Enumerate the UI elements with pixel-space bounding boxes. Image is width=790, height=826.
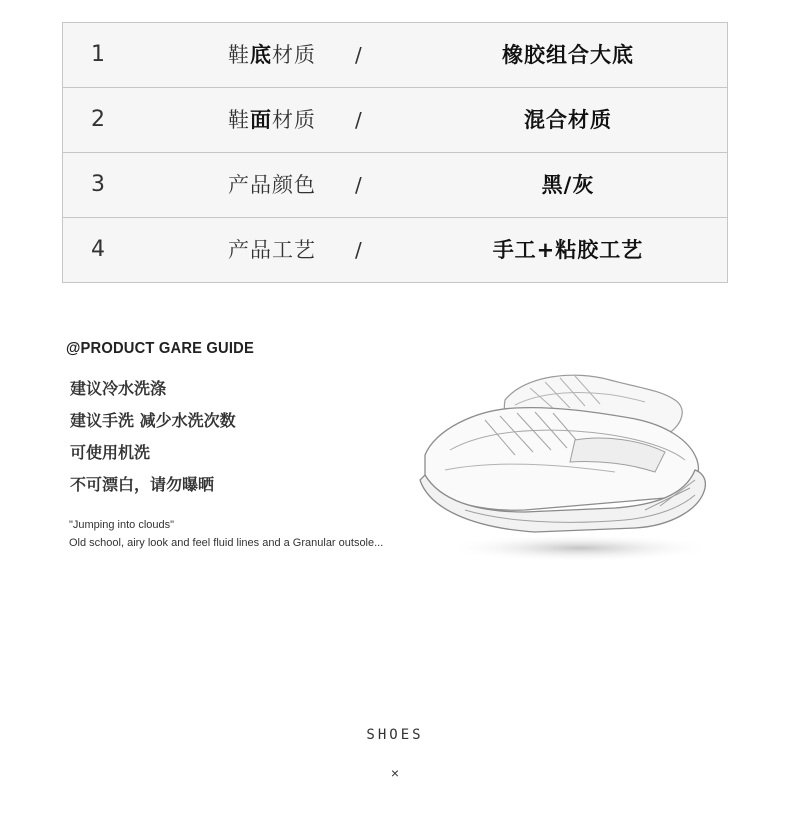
row-label-post: 材质	[272, 43, 316, 67]
row-label: 产品颜色	[228, 173, 316, 197]
row-number: 3	[91, 172, 105, 197]
row-separator: /	[355, 108, 362, 132]
row-separator: /	[355, 43, 362, 67]
spec-table	[62, 22, 728, 283]
row-label: 产品工艺	[228, 238, 316, 262]
row-label-pre: 鞋	[228, 108, 250, 132]
row-number: 1	[91, 42, 105, 67]
row-number: 2	[91, 107, 105, 132]
row-label	[228, 23, 316, 87]
tagline-text: Old school, airy look and feel fluid lines and a Granular outsole...	[69, 537, 384, 549]
spec-row	[63, 88, 727, 153]
row-value: 混合材质	[524, 108, 612, 132]
care-item: 不可漂白，请勿曝晒	[70, 475, 215, 494]
footer-label: SHOES	[366, 727, 424, 743]
sneaker-illustration	[405, 360, 725, 570]
care-guide-title: @PRODUCT GARE GUIDE	[66, 340, 254, 357]
care-item: 可使用机洗	[70, 443, 151, 462]
row-value: 橡胶组合大底	[502, 43, 634, 67]
row-label-pre: 鞋	[228, 43, 250, 67]
row-separator: /	[355, 238, 362, 262]
row-label-emphasis: 底	[250, 43, 272, 67]
row-separator: /	[355, 173, 362, 197]
spec-row	[63, 218, 727, 283]
row-label-post: 材质	[272, 108, 316, 132]
spec-row	[63, 23, 727, 88]
row-value: 手工+粘胶工艺	[492, 238, 644, 262]
spec-row	[63, 153, 727, 218]
care-item: 建议手洗 减少水洗次数	[70, 411, 236, 430]
close-icon[interactable]: ×	[390, 765, 400, 781]
row-label	[228, 88, 316, 152]
row-number: 4	[91, 237, 105, 262]
row-value: 黑/灰	[541, 173, 595, 197]
quote-text: "Jumping into clouds"	[69, 519, 175, 531]
care-item: 建议冷水洗涤	[70, 379, 167, 398]
row-label-emphasis: 面	[250, 108, 272, 132]
